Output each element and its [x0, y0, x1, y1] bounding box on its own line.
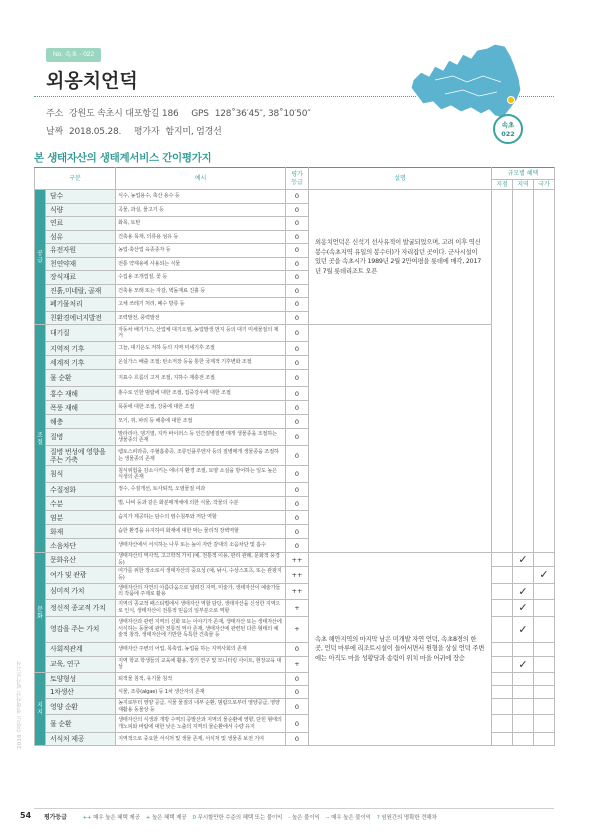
grade-cell: 0 — [286, 525, 309, 539]
service-name: 사회적관계 — [46, 642, 116, 656]
date-line — [46, 124, 222, 137]
check-local — [492, 567, 513, 584]
legend-symbol: + — [145, 815, 151, 821]
grade-cell: 0 — [286, 733, 309, 746]
footer-divider — [34, 808, 554, 809]
service-name: 홍수 재해 — [46, 387, 116, 401]
service-example: 그늘, 대기온도 저하 등의 지역 미세기후 조절 — [116, 342, 286, 356]
legend-symbol: ++ — [82, 815, 92, 821]
check-local — [492, 733, 513, 746]
service-name: 교육, 연구 — [46, 656, 116, 673]
service-example: 여가를 위한 장소로서 생태자산의 중요성 (예, 낚시, 수상스포츠, 또는 관광지 등) — [116, 567, 286, 584]
grade-cell: 0 — [286, 342, 309, 356]
check-region — [513, 642, 534, 656]
check-nation — [534, 583, 555, 600]
col-description: 설명 — [309, 168, 492, 190]
grade-cell: 0 — [286, 370, 309, 387]
address-line — [46, 106, 310, 119]
service-example: 침식위험을 감소시키는 에너지 환경 조절, 토양 소실을 방어하는 일도 높은 식생의 존재 — [116, 466, 286, 483]
evaluation-table — [34, 167, 555, 746]
service-example: 폭풍에 대한 조절, 강풍에 대한 조절 — [116, 401, 286, 415]
check-local — [492, 553, 513, 567]
check-nation — [534, 642, 555, 656]
grade-cell: 0 — [286, 356, 309, 370]
service-name: 수질정화 — [46, 483, 116, 497]
raters-value: 함지미, 엄경선 — [165, 127, 222, 137]
table-row — [35, 553, 555, 567]
service-example: 지역적으로 중요한 서식처 및 생물 존재, 서식처 및 생물종 보전 기여 — [116, 733, 286, 746]
grade-cell: 0 — [286, 401, 309, 415]
legend-symbol: ? — [376, 815, 380, 821]
check-region — [513, 673, 534, 686]
service-example: 정수, 수질개선, 토사퇴적, 오염물질 여과 — [116, 483, 286, 497]
grade-cell: 0 — [286, 446, 309, 466]
description-regulating — [309, 325, 492, 553]
check-nation: ✓ — [534, 567, 555, 584]
service-name: 친환경에너지발전 — [46, 311, 116, 325]
legend-text: 임원간의 명확한 견해차 — [381, 815, 437, 821]
grade-cell: 0 — [286, 466, 309, 483]
check-region — [513, 699, 534, 715]
service-name: 지역적 기후 — [46, 342, 116, 356]
category-label-regulating — [35, 325, 46, 553]
raters-label: 평가자 — [133, 127, 160, 137]
service-name: 폐기물처리 — [46, 298, 116, 312]
service-example: 지역 학교 학생들의 교육에 활용, 장기 연구 및 모니터링 사이트, 현장교육 대상 — [116, 656, 286, 673]
service-name: 정신적 종교적 가치 — [46, 600, 116, 617]
legend-symbol: -- — [325, 815, 330, 821]
service-example: 농업·축산업 육종종자 등 — [116, 244, 286, 258]
category-text: 공급 — [37, 250, 43, 264]
grade-cell: 0 — [286, 539, 309, 553]
item-code-badge — [493, 114, 523, 144]
service-name: 세계적 기후 — [46, 356, 116, 370]
legend-text: 무시할만한 수준의 혜택 또는 불이익 — [197, 815, 283, 821]
check-local — [492, 686, 513, 699]
grade-cell: 0 — [286, 230, 309, 244]
service-name: 폭풍 재해 — [46, 401, 116, 415]
service-example: 생태자산의 역사적, 고고학적 가치 (예, 전통적 이용, 관리 관례, 문화적 풍경 등) — [116, 553, 286, 567]
check-nation — [534, 733, 555, 746]
service-name: 영양 순환 — [46, 699, 116, 715]
service-name: 여가 및 관광 — [46, 567, 116, 584]
grade-cell: ++ — [286, 567, 309, 584]
service-name: 소음차단 — [46, 539, 116, 553]
grade-cell: 0 — [286, 699, 309, 715]
col-grade-line2: 등급 — [291, 178, 303, 186]
col-example: 예시 — [116, 168, 286, 190]
service-example: 전통 약재용에 사용되는 식물 — [116, 257, 286, 271]
check-region — [513, 567, 534, 584]
service-example: 생태자산에서 서식하는 나무 또는 높이 자란 갈대의 소음차단 및 흡수 — [116, 539, 286, 553]
service-example: 벌, 나비 등과 같은 화분매개체에 의한 식물, 작물의 수분 — [116, 497, 286, 511]
col-scale: 규모별 혜택 — [492, 168, 555, 180]
check-local — [492, 583, 513, 600]
category-text: 조절 — [37, 431, 43, 446]
service-name: 토양형성 — [46, 673, 116, 686]
check-local — [492, 600, 513, 617]
grade-cell: 0 — [286, 429, 309, 446]
service-example: 렙토스피라증, 주혈흡충증, 조류인플루엔자 등의 질병매개 생물종을 조절하는 생물종의 존재 — [116, 446, 286, 466]
service-example: 습한 환경을 유지하여 화재에 대한 막는 물리적 장벽역할 — [116, 525, 286, 539]
service-name: 질병 번성에 영향을 주는 가축 — [46, 446, 116, 466]
check-nation — [534, 553, 555, 567]
table-row — [35, 190, 555, 204]
check-nation — [534, 673, 555, 686]
col-grade-line1: 평가 — [291, 170, 303, 178]
grade-cell: 0 — [286, 257, 309, 271]
check-local — [492, 699, 513, 715]
service-example: 홍수로 인한 범람에 대한 조절, 집중강우에 대한 조절 — [116, 387, 286, 401]
service-name: 질병 — [46, 429, 116, 446]
service-example: 지역의 종교적 패스티벌에서 생태자산 역할 담당, 생태자산을 신성한 지역으로 인식, 생태자산이 전통적 믿음의 일부분으로 역할 — [116, 600, 286, 617]
code-region: 속초 — [501, 121, 515, 129]
category-text: 지지 — [37, 702, 43, 716]
check-region: ✓ — [513, 600, 534, 617]
grade-cell: ++ — [286, 583, 309, 600]
grade-cell: 0 — [286, 244, 309, 258]
service-name: 수분 — [46, 497, 116, 511]
service-name: 영감을 주는 가치 — [46, 616, 116, 642]
grade-cell: 0 — [286, 642, 309, 656]
service-name: 연료 — [46, 217, 116, 231]
service-example: 화목, 토탄 — [116, 217, 286, 231]
address-label: 주소 — [46, 109, 63, 119]
col-local: 지점 — [492, 180, 513, 190]
grade-cell: 0 — [286, 483, 309, 497]
service-name: 장식재료 — [46, 271, 116, 285]
service-example: 식수, 농업용수, 축산 용수 등 — [116, 190, 286, 204]
service-example: 자동차 배기가스, 산업체 대기오염, 농업발생 먼지 등의 대기 미세물질의 제거 — [116, 325, 286, 342]
service-name: 담수 — [46, 190, 116, 204]
col-region: 지역 — [513, 180, 534, 190]
grade-cell: 0 — [286, 673, 309, 686]
service-name: 해충 — [46, 415, 116, 429]
service-name: 천연약재 — [46, 257, 116, 271]
service-example: 생태자산 주변의 어업, 목축업, 농업을 하는 지역사회의 존재 — [116, 642, 286, 656]
code-number: 022 — [501, 130, 515, 138]
service-name: 대기질 — [46, 325, 116, 342]
grade-cell: 0 — [286, 271, 309, 285]
legend-text: 높은 불이익 — [291, 815, 320, 821]
grade-legend — [44, 812, 437, 821]
scale-region-cell — [513, 190, 534, 553]
side-note: 2018 강원도 생태자산 평가보고서 — [17, 660, 23, 750]
grade-cell: 0 — [286, 325, 309, 342]
section-title: 본 생태자산의 생태계서비스 간이평가지 — [34, 152, 212, 164]
legend-text: 매우 높은 혜택 제공 — [93, 815, 140, 821]
scale-local-cell — [492, 190, 513, 553]
grade-cell: 0 — [286, 298, 309, 312]
check-local — [492, 616, 513, 642]
check-region — [513, 686, 534, 699]
grade-cell: 0 — [286, 217, 309, 231]
check-nation — [534, 600, 555, 617]
grade-cell: 0 — [286, 190, 309, 204]
description-provisioning: 외옹치언덕은 신석기 선사유적이 발굴되었으며, 고려 이후 역신봉수(속초지역 유일의 봉수터)가 자리잡던 곳이다. 군사시설이 있던 곳을 속초시가 1989년 2월 2만여평을 롯데에 매각, 2017년 7월 롯데리조트 오픈 — [309, 190, 492, 325]
check-local — [492, 715, 513, 733]
service-example: 모기, 쥐, 파리 등 해충에 대한 조절 — [116, 415, 286, 429]
gps-label: GPS — [191, 109, 209, 119]
check-nation — [534, 686, 555, 699]
check-nation — [534, 616, 555, 642]
item-number-badge: No. 속초 - 022 — [46, 48, 101, 62]
service-example: 지표수 흐름의 고저 조절, 지하수 재충전 조절 — [116, 370, 286, 387]
description-cultural: 속초 해안지역의 마지막 남은 미개발 자연 언덕, 속초8경의 한 곳, 언덕 마루에 리조트시설이 들어서면서 원형을 상실 언덕 주변에는 아직도 마을 성황당과 송림이 위치 마을 어귀에 장승 — [309, 553, 492, 746]
service-example: 생태자산의 식생과 개방 수역의 증발산과 지역의 물순환에 영향, 단힌 형태의 개노피와 바람에 대한 낮은 노출의 지역의 물순환에서 수량 유지 — [116, 715, 286, 733]
service-example: 온실가스 배출 조절; 탄소저장 등을 통한 국제적 기후변화 조절 — [116, 356, 286, 370]
legend-label: 평가등급 — [44, 814, 67, 821]
service-example: 생태자산과 관련 지역의 신화 또는 이야기가 존재, 생태자산 또는 생태자산에 서식하는 동물에 관한 전통적 역사 존재, 생태자산에 관련된 다른 형태의 예술적 창작, 생태자산에 기반한 독특한 건축물 등 — [116, 616, 286, 642]
service-name: 1차생산 — [46, 686, 116, 699]
service-example: 건축용 모래 또는 자갈, 벽돌재료 진흙 등 — [116, 284, 286, 298]
check-local — [492, 642, 513, 656]
grade-cell: 0 — [286, 511, 309, 525]
check-region: ✓ — [513, 616, 534, 642]
grade-cell: + — [286, 600, 309, 617]
page-number: 54 — [20, 811, 32, 820]
category-label-supporting — [35, 673, 46, 746]
legend-symbol: 0 — [192, 815, 196, 821]
legend-text: 매우 높은 불이익 — [331, 815, 371, 821]
check-nation — [534, 656, 555, 673]
gps-value: 128˚36′45″, 38˚10′50″ — [214, 109, 311, 119]
service-name: 물 순환 — [46, 370, 116, 387]
grade-cell: 0 — [286, 284, 309, 298]
grade-cell: 0 — [286, 686, 309, 699]
check-nation — [534, 715, 555, 733]
service-example: 조력발전, 풍력발전 — [116, 311, 286, 325]
col-category: 구분 — [35, 168, 116, 190]
grade-cell: 0 — [286, 311, 309, 325]
service-example: 고체 쓰레기 처리, 폐수 방류 등 — [116, 298, 286, 312]
service-name: 유전자원 — [46, 244, 116, 258]
legend-text: 높은 혜택 제공 — [151, 815, 187, 821]
check-region — [513, 733, 534, 746]
check-region: ✓ — [513, 583, 534, 600]
col-grade — [286, 168, 309, 190]
page-title: 외옹치언덕 — [46, 70, 138, 92]
check-local — [492, 656, 513, 673]
col-nation: 국가 — [534, 180, 555, 190]
service-name: 침식 — [46, 466, 116, 483]
service-example: 습지가 제공하는 담수의 염수침투와 저단 역할 — [116, 511, 286, 525]
address-value: 강원도 속초시 대포항길 186 — [69, 109, 179, 119]
service-name: 식량 — [46, 203, 116, 217]
check-region — [513, 715, 534, 733]
grade-cell: 0 — [286, 715, 309, 733]
grade-cell: + — [286, 656, 309, 673]
check-region: ✓ — [513, 656, 534, 673]
date-label: 날짜 — [46, 127, 63, 137]
category-label-cultural — [35, 553, 46, 673]
scale-nation-cell — [534, 190, 555, 553]
grade-cell: 0 — [286, 203, 309, 217]
service-name: 섬유 — [46, 230, 116, 244]
service-example: 생태자산의 자연의 아름다움으로 알려진 지역, 미술가, 생태자산이 예술가들의 작품에 주제로 활용 — [116, 583, 286, 600]
service-example: 식물, 조류(algae) 등 1차 생산자의 존재 — [116, 686, 286, 699]
service-name: 진흙,미네랄, 골재 — [46, 284, 116, 298]
service-example: 농지로부터 영양 공급, 식물 물질의 내부 순환, 범람으로부터 영양공급, 영양 재활용 동물상 등 — [116, 699, 286, 715]
service-name: 물 순환 — [46, 715, 116, 733]
service-name: 화재 — [46, 525, 116, 539]
check-local — [492, 673, 513, 686]
date-value: 2018.05.28. — [69, 127, 122, 137]
grade-cell: 0 — [286, 497, 309, 511]
service-example: 말라리아, 뎅기열, 지카 바이러스 등 인간질병질병 매개 생물종을 조절하는 생물종의 존재 — [116, 429, 286, 446]
service-example: 퇴적물 침적, 유기물 침적 — [116, 673, 286, 686]
service-name: 심미적 가치 — [46, 583, 116, 600]
service-example: 수집용 조개껍질, 꽃 등 — [116, 271, 286, 285]
grade-cell: + — [286, 616, 309, 642]
service-name: 염분 — [46, 511, 116, 525]
grade-cell: ++ — [286, 553, 309, 567]
category-label-provisioning — [35, 190, 46, 325]
table-row — [35, 325, 555, 342]
service-example: 건축용 목재, 의류용 섬유 등 — [116, 230, 286, 244]
service-name: 서식처 제공 — [46, 733, 116, 746]
grade-cell: 0 — [286, 415, 309, 429]
category-text: 문화 — [37, 605, 43, 620]
service-name: 문화유산 — [46, 553, 116, 567]
check-nation — [534, 699, 555, 715]
service-example: 곡물, 과실, 물고기 등 — [116, 203, 286, 217]
legend-symbol: - — [288, 815, 291, 821]
grade-cell: 0 — [286, 387, 309, 401]
check-region: ✓ — [513, 553, 534, 567]
